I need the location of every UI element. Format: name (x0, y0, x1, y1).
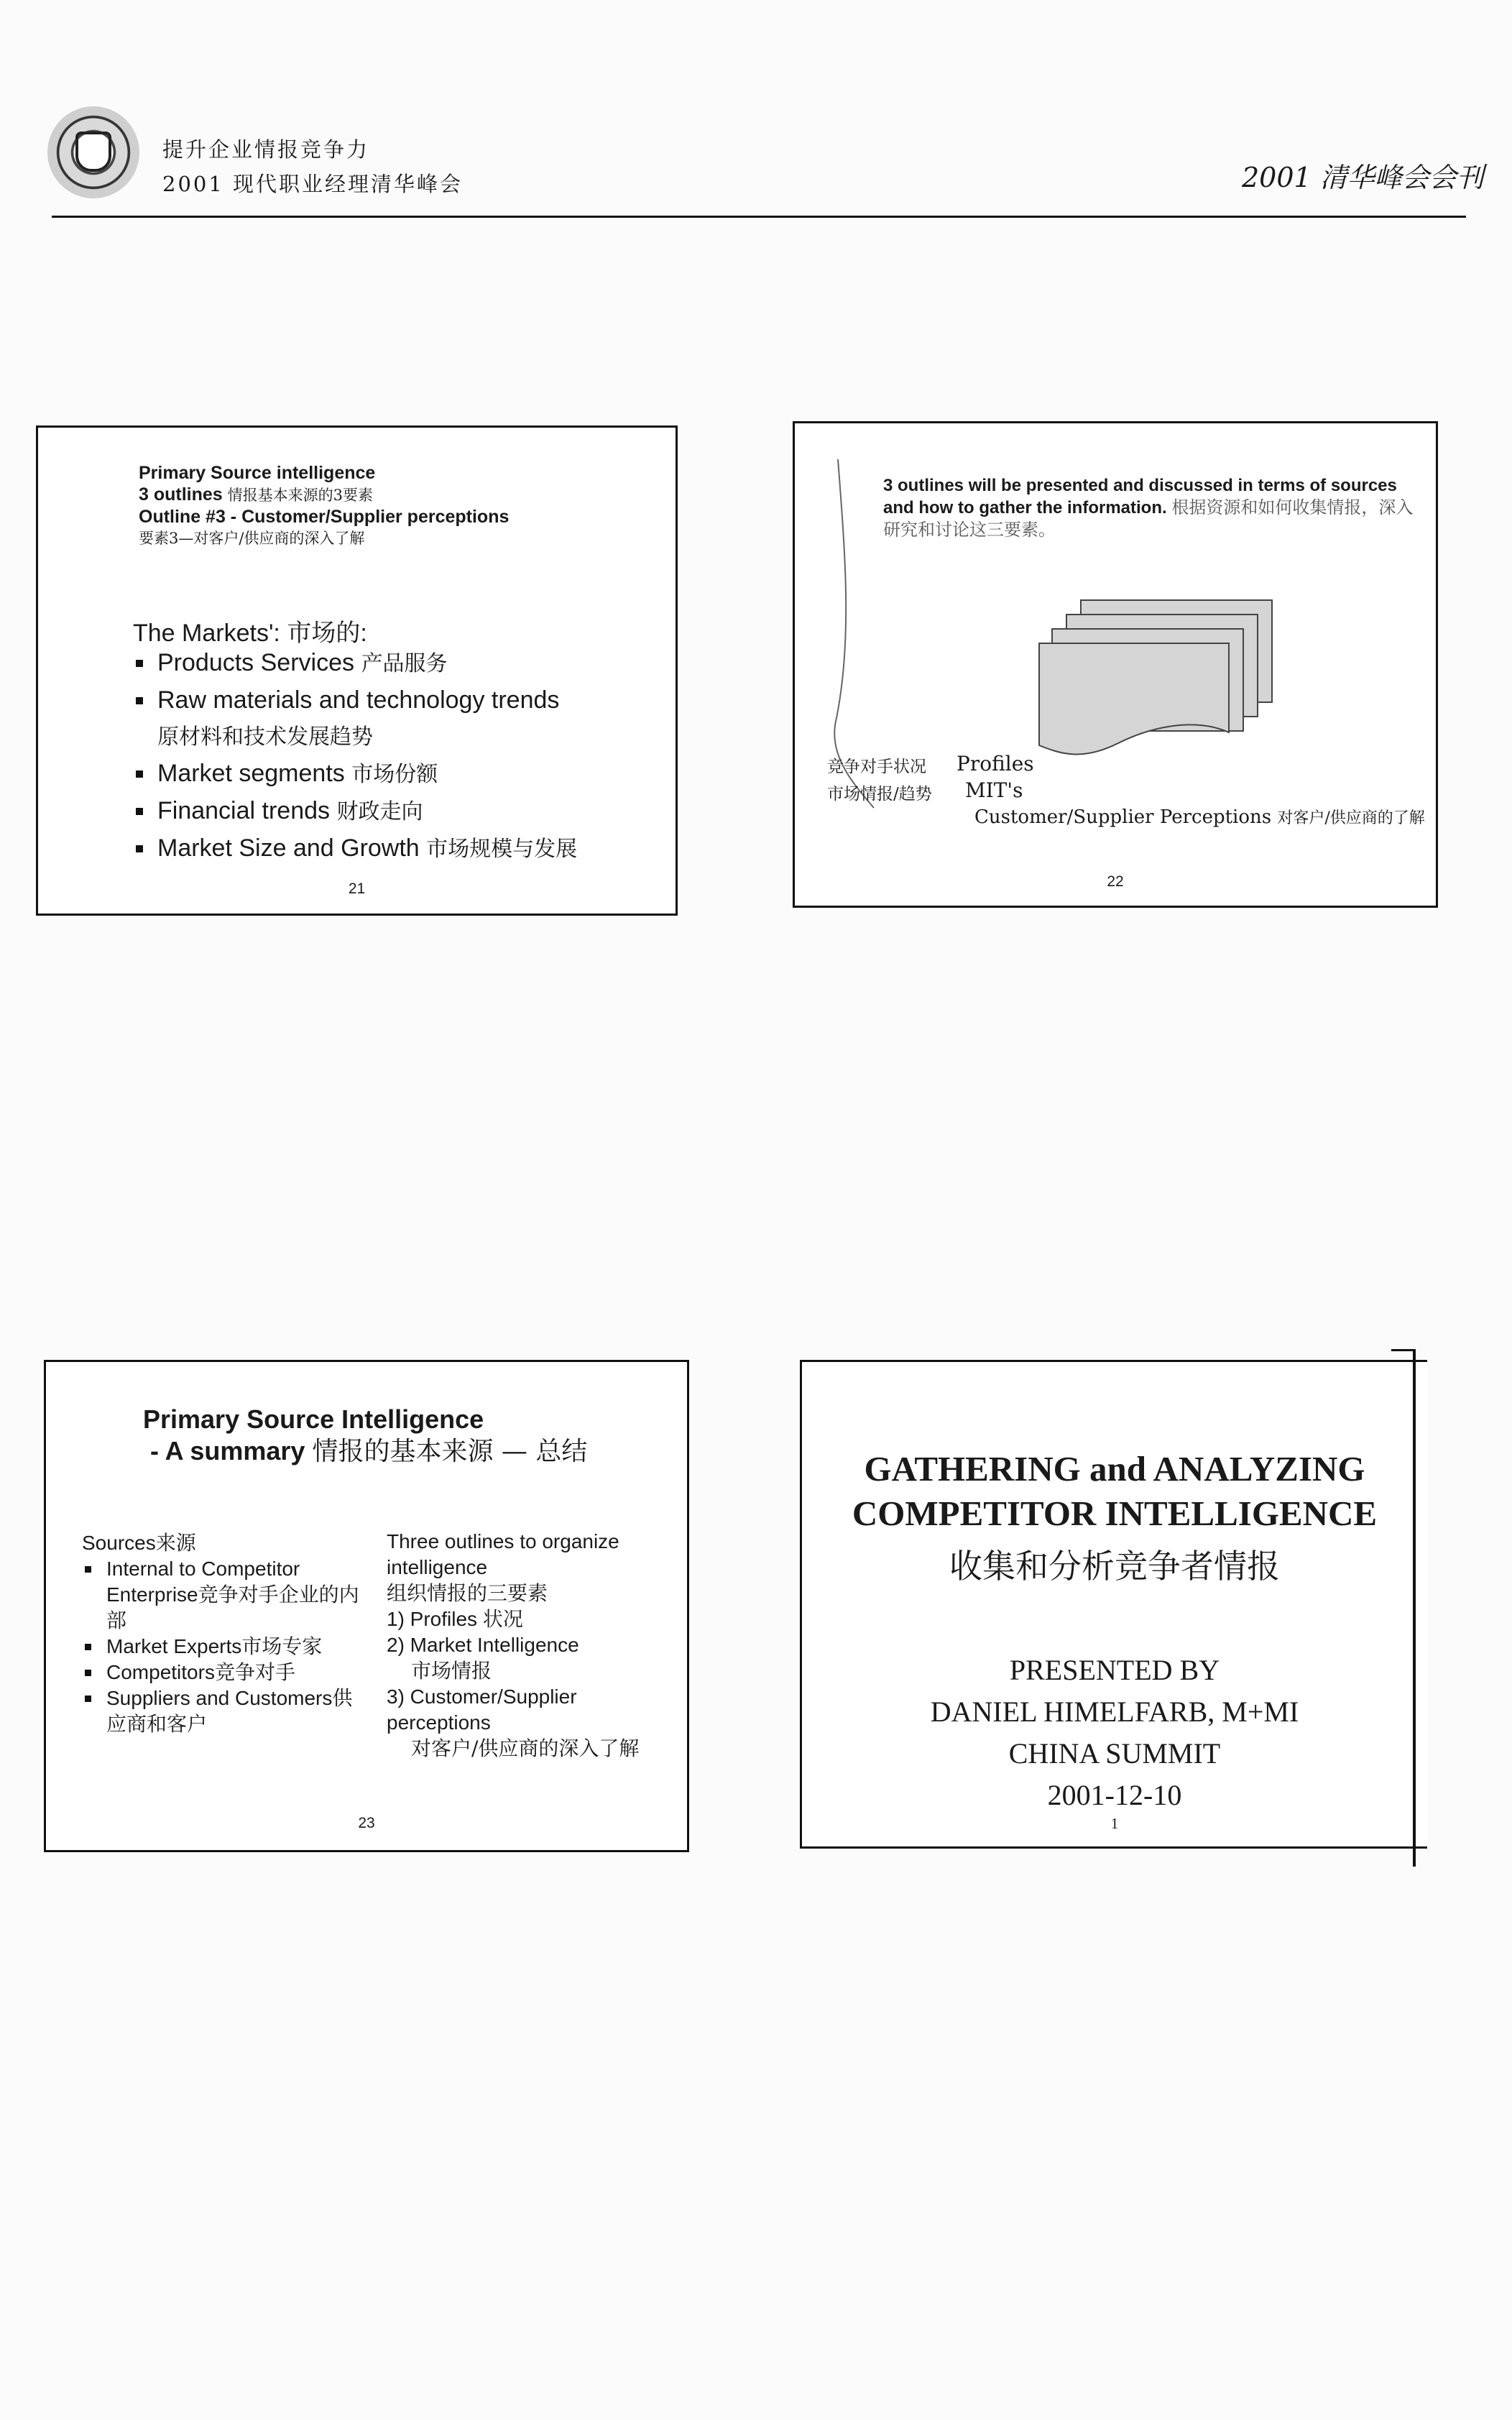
header-subtitle: 2001 现代职业经理清华峰会 (162, 172, 464, 196)
slide21-markets-label: The Markets': 市场的: (133, 620, 367, 647)
list-item: 3) Customer/Supplier perceptions 对客户/供应商的深入了解 (387, 1685, 640, 1760)
list-item: Internal to Competitor Enterprise竞争对手企业的内部 (82, 1556, 362, 1634)
slide22-label-profiles: Profiles (956, 752, 1034, 776)
slide22-label-mit: MIT's (965, 778, 1023, 802)
slide23-outlines-head: Three outlines to organize intelligence (387, 1530, 619, 1578)
slide23-page-number: 23 (358, 1815, 375, 1831)
slide1-shadow-top (1391, 1349, 1416, 1351)
header-journal-title: 2001 清华峰会会刊 (1242, 162, 1484, 193)
slide-21 (36, 425, 678, 916)
slide21-heading-line3: Outline #3 - Customer/Supplier perceptions (139, 507, 510, 527)
slide21-bullet-list (133, 645, 577, 868)
university-seal-logo (47, 106, 139, 198)
list-item: Market segments 市场份额 (133, 755, 577, 793)
slide23-title: Primary Source Intelligence - A summary 情报的基本来源 — 总结 (143, 1404, 588, 1466)
slide1-title-cn: 收集和分析竞争者情报 (949, 1547, 1280, 1586)
slide21-heading (139, 462, 509, 549)
list-item: Market Size and Growth 市场规模与发展 (133, 830, 577, 868)
list-item: Competitors竞争对手 (82, 1660, 362, 1685)
slide21-page-number: 21 (348, 880, 366, 897)
slide1-page-number: 1 (1110, 1815, 1119, 1832)
slide21-heading-line2: 3 outlines (139, 484, 223, 505)
slide-23 (44, 1360, 689, 1852)
slide23-sources-column (82, 1530, 362, 1737)
slide21-heading-line1: Primary Source intelligence (139, 463, 376, 483)
slide22-label-csp: Customer/Supplier Perceptions 对客户/供应商的了解 (974, 806, 1425, 828)
list-item: Market Experts市场专家 (82, 1634, 362, 1660)
slide1-presenter-block: PRESENTED BY DANIEL HIMELFARB, M+MI CHINA SUMMIT 2001-12-10 (930, 1654, 1299, 1811)
slide1-title: GATHERING and ANALYZING COMPETITOR INTELLIGENCE (852, 1449, 1378, 1533)
slide22-diagram (795, 423, 1436, 906)
slide21-heading-line4: 要素3—对客户/供应商的深入了解 (139, 530, 365, 547)
list-item: 1) Profiles 状况 (387, 1607, 523, 1631)
list-item: Financial trends 财政走向 (133, 793, 577, 830)
list-item: Suppliers and Customers供应商和客户 (82, 1685, 362, 1737)
slide21-heading-line2-cn: 情报基本来源的3要素 (227, 487, 374, 504)
slide22-text: 3 outlines will be presented and discussed in terms of sources and how to gather the information. 根据资源和如何收集情报，深入研究和讨论这三要素。 (883, 476, 1414, 540)
list-item: Products Services 产品服务 (133, 645, 577, 682)
slide22-label-mit-cn: 市场情报/趋势 (827, 785, 932, 804)
slide23-sources-list (82, 1556, 362, 1737)
slide-1 (800, 1360, 1427, 1849)
seal-emblem-icon (75, 132, 111, 172)
list-item: 2) Market Intelligence 市场情报 (387, 1634, 579, 1683)
slide23-sources-head: Sources来源 (82, 1532, 196, 1554)
list-item: Raw materials and technology trends (133, 682, 577, 718)
list-item-continuation: 原材料和技术发展趋势 (157, 724, 373, 750)
slide22-label-profiles-cn: 竞争对手状况 (827, 758, 926, 776)
slide23-outlines-column (387, 1529, 674, 1762)
slide23-outlines-head-cn: 组织情报的三要素 (387, 1581, 548, 1605)
header-title-cn: 提升企业情报竞争力 (162, 137, 370, 162)
slide-22 (793, 421, 1438, 908)
stacked-pages-icon (1039, 600, 1272, 754)
header-rule (52, 216, 1466, 218)
slide22-page-number: 22 (1107, 873, 1124, 890)
